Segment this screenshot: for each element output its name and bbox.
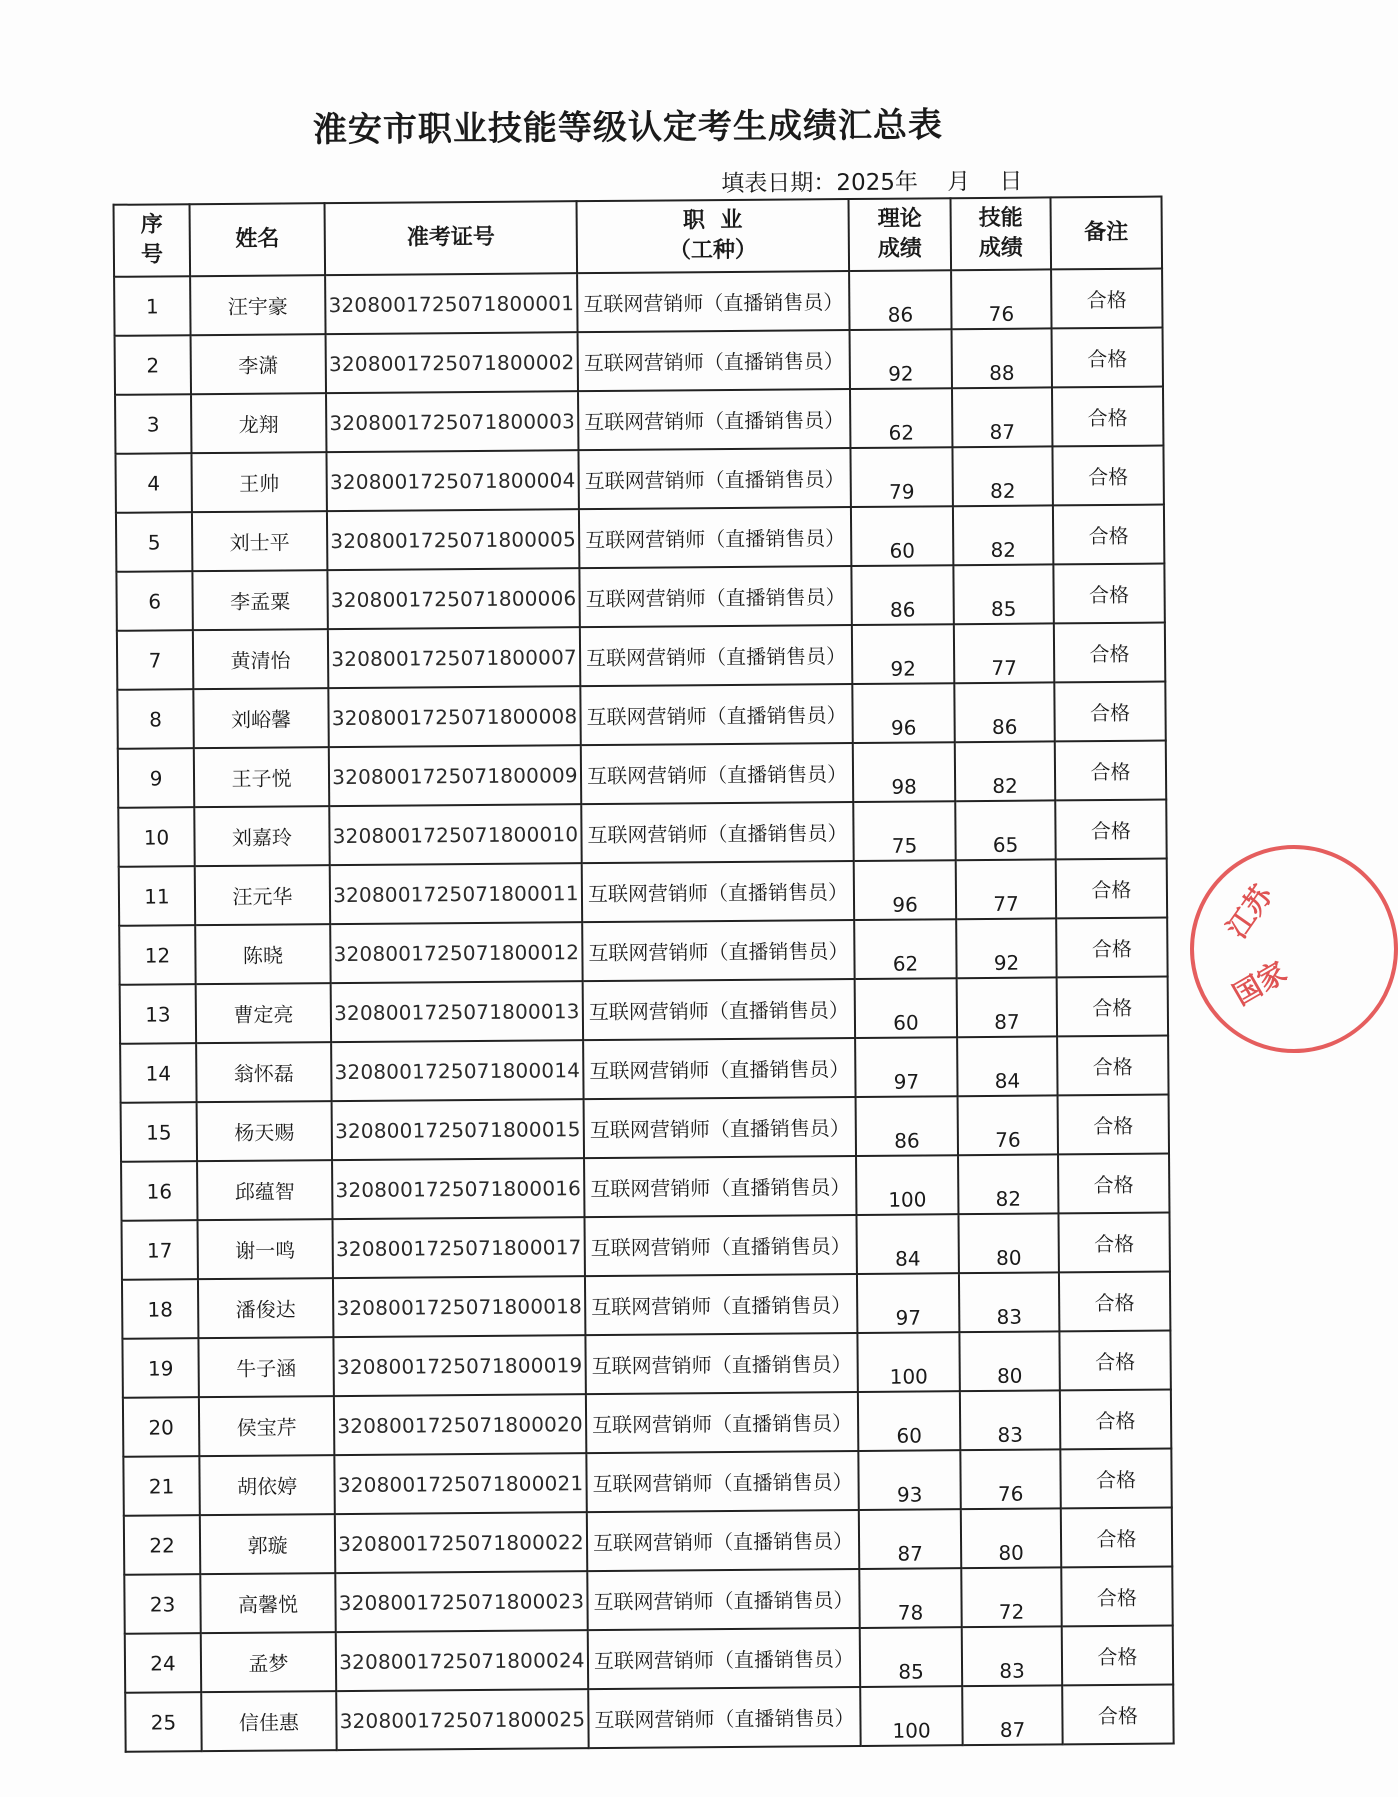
candidate-name: 牛子涵 bbox=[198, 1337, 333, 1397]
exam-ticket-number: 3208001725071800009 bbox=[329, 745, 581, 806]
table-row bbox=[121, 1154, 1169, 1221]
skill-score: 92 bbox=[956, 918, 1056, 978]
row-number: 24 bbox=[125, 1633, 201, 1693]
table-row bbox=[121, 1095, 1169, 1162]
theory-score: 75 bbox=[853, 801, 955, 861]
theory-score: 84 bbox=[856, 1214, 958, 1274]
candidate-name: 胡依婷 bbox=[199, 1455, 334, 1515]
table-row bbox=[115, 387, 1163, 454]
exam-ticket-number: 3208001725071800015 bbox=[332, 1099, 584, 1160]
skill-score: 84 bbox=[957, 1036, 1057, 1096]
header-name: 姓名 bbox=[190, 203, 326, 276]
table-row bbox=[125, 1685, 1173, 1752]
remark: 合格 bbox=[1053, 505, 1164, 565]
exam-ticket-number: 3208001725071800012 bbox=[330, 922, 582, 983]
occupation: 互联网营销师（直播销售员） bbox=[587, 1510, 859, 1571]
candidate-name: 龙翔 bbox=[191, 393, 326, 453]
official-seal bbox=[1190, 845, 1398, 1053]
theory-score: 86 bbox=[851, 565, 953, 625]
skill-score: 82 bbox=[953, 505, 1053, 565]
occupation: 互联网营销师（直播销售员） bbox=[583, 1038, 855, 1099]
remark: 合格 bbox=[1059, 1331, 1170, 1391]
table-row bbox=[115, 446, 1163, 513]
occupation: 互联网营销师（直播销售员） bbox=[588, 1628, 860, 1689]
occupation: 互联网营销师（直播销售员） bbox=[580, 684, 852, 745]
exam-ticket-number: 3208001725071800002 bbox=[326, 332, 578, 393]
exam-ticket-number: 3208001725071800023 bbox=[335, 1571, 587, 1632]
table-row bbox=[117, 682, 1165, 749]
table-row bbox=[114, 269, 1162, 336]
table-row bbox=[116, 505, 1164, 572]
skill-score: 77 bbox=[956, 859, 1056, 919]
occupation: 互联网营销师（直播销售员） bbox=[579, 507, 851, 568]
header-job-line1: 职 业 bbox=[682, 207, 743, 234]
candidate-name: 谢一鸣 bbox=[198, 1219, 333, 1279]
candidate-name: 刘嘉玲 bbox=[194, 806, 329, 866]
occupation: 互联网营销师（直播销售员） bbox=[581, 743, 853, 804]
skill-score: 76 bbox=[951, 269, 1051, 329]
theory-score: 98 bbox=[853, 742, 955, 802]
table-row bbox=[123, 1449, 1171, 1516]
row-number: 8 bbox=[117, 689, 193, 749]
exam-ticket-number: 3208001725071800024 bbox=[336, 1630, 588, 1691]
remark: 合格 bbox=[1058, 1095, 1169, 1155]
occupation: 互联网营销师（直播销售员） bbox=[578, 448, 850, 509]
table-row bbox=[124, 1567, 1172, 1634]
exam-ticket-number: 3208001725071800013 bbox=[331, 981, 583, 1042]
table-row bbox=[115, 328, 1163, 395]
occupation: 互联网营销师（直播销售员） bbox=[582, 861, 854, 922]
skill-score: 80 bbox=[958, 1213, 1058, 1273]
candidate-name: 黄清怡 bbox=[193, 629, 328, 689]
skill-score: 76 bbox=[958, 1095, 1058, 1155]
row-number: 6 bbox=[116, 571, 192, 631]
skill-score: 72 bbox=[961, 1567, 1061, 1627]
candidate-name: 王帅 bbox=[191, 452, 326, 512]
remark: 合格 bbox=[1057, 977, 1168, 1037]
occupation: 互联网营销师（直播销售员） bbox=[585, 1333, 857, 1394]
header-skill-line1: 技能 bbox=[978, 205, 1023, 232]
exam-ticket-number: 3208001725071800005 bbox=[327, 509, 579, 570]
row-number: 2 bbox=[115, 335, 191, 395]
remark: 合格 bbox=[1051, 269, 1162, 329]
theory-score: 97 bbox=[857, 1273, 959, 1333]
table-header-row bbox=[114, 197, 1163, 277]
row-number: 22 bbox=[124, 1515, 200, 1575]
header-theory-line2: 成绩 bbox=[877, 236, 922, 262]
exam-ticket-number: 3208001725071800004 bbox=[326, 450, 578, 511]
header-no-line2: 号 bbox=[140, 242, 164, 268]
table-row bbox=[120, 977, 1168, 1044]
skill-score: 87 bbox=[962, 1685, 1062, 1745]
theory-score: 62 bbox=[854, 919, 956, 979]
theory-score: 60 bbox=[851, 506, 953, 566]
score-table bbox=[113, 196, 1175, 1753]
exam-ticket-number: 3208001725071800006 bbox=[327, 568, 579, 629]
theory-score: 97 bbox=[855, 1037, 957, 1097]
theory-score: 92 bbox=[850, 329, 952, 389]
skill-score: 87 bbox=[957, 977, 1057, 1037]
theory-score: 86 bbox=[849, 270, 951, 330]
theory-score: 78 bbox=[859, 1568, 961, 1628]
theory-score: 86 bbox=[856, 1096, 958, 1156]
row-number: 18 bbox=[122, 1279, 198, 1339]
document-title: 淮安市职业技能等级认定考生成绩汇总表 bbox=[312, 105, 944, 151]
table-row bbox=[120, 1036, 1168, 1103]
header-note: 备注 bbox=[1050, 197, 1162, 270]
row-number: 16 bbox=[121, 1161, 197, 1221]
header-no bbox=[114, 204, 191, 277]
exam-ticket-number: 3208001725071800022 bbox=[335, 1512, 587, 1573]
occupation: 互联网营销师（直播销售员） bbox=[585, 1274, 857, 1335]
table-row bbox=[123, 1390, 1171, 1457]
table-row bbox=[118, 800, 1166, 867]
occupation: 互联网营销师（直播销售员） bbox=[584, 1156, 856, 1217]
skill-score: 80 bbox=[961, 1508, 1061, 1568]
skill-score: 77 bbox=[954, 623, 1054, 683]
exam-ticket-number: 3208001725071800003 bbox=[326, 391, 578, 452]
seal-text-1: 江苏 bbox=[1220, 879, 1280, 945]
theory-score: 100 bbox=[856, 1155, 958, 1215]
candidate-name: 潘俊达 bbox=[198, 1278, 333, 1338]
remark: 合格 bbox=[1061, 1508, 1172, 1568]
remark: 合格 bbox=[1055, 741, 1166, 801]
exam-ticket-number: 3208001725071800017 bbox=[332, 1217, 584, 1278]
exam-ticket-number: 3208001725071800019 bbox=[333, 1335, 585, 1396]
row-number: 17 bbox=[122, 1220, 198, 1280]
exam-ticket-number: 3208001725071800020 bbox=[334, 1394, 586, 1455]
row-number: 19 bbox=[122, 1338, 198, 1398]
row-number: 13 bbox=[120, 984, 196, 1044]
row-number: 5 bbox=[116, 512, 192, 572]
header-theory-line1: 理论 bbox=[877, 206, 922, 232]
theory-score: 87 bbox=[859, 1509, 961, 1569]
theory-score: 60 bbox=[855, 978, 957, 1038]
candidate-name: 翁怀磊 bbox=[196, 1042, 331, 1102]
theory-score: 92 bbox=[852, 624, 954, 684]
row-number: 23 bbox=[124, 1574, 200, 1634]
table-row bbox=[116, 564, 1164, 631]
row-number: 12 bbox=[119, 925, 195, 985]
table-row bbox=[118, 741, 1166, 808]
exam-ticket-number: 3208001725071800016 bbox=[332, 1158, 584, 1219]
row-number: 3 bbox=[115, 394, 191, 454]
table-row bbox=[119, 918, 1167, 985]
candidate-name: 汪宇豪 bbox=[190, 275, 325, 335]
skill-score: 82 bbox=[955, 741, 1055, 801]
occupation: 互联网营销师（直播销售员） bbox=[587, 1569, 859, 1630]
remark: 合格 bbox=[1059, 1272, 1170, 1332]
occupation: 互联网营销师（直播销售员） bbox=[586, 1451, 858, 1512]
theory-score: 85 bbox=[860, 1627, 962, 1687]
row-number: 1 bbox=[114, 276, 190, 336]
table-row bbox=[122, 1213, 1170, 1280]
skill-score: 83 bbox=[960, 1390, 1060, 1450]
candidate-name: 信佳惠 bbox=[201, 1691, 336, 1751]
exam-ticket-number: 3208001725071800010 bbox=[329, 804, 581, 865]
candidate-name: 陈晓 bbox=[195, 924, 330, 984]
header-job-line2: （工种） bbox=[668, 237, 757, 264]
row-number: 14 bbox=[120, 1043, 196, 1103]
remark: 合格 bbox=[1053, 564, 1164, 624]
row-number: 10 bbox=[118, 807, 194, 867]
row-number: 21 bbox=[123, 1456, 199, 1516]
candidate-name: 邱蕴智 bbox=[197, 1160, 332, 1220]
theory-score: 60 bbox=[858, 1391, 960, 1451]
skill-score: 82 bbox=[952, 446, 1052, 506]
candidate-name: 李潇 bbox=[191, 334, 326, 394]
row-number: 15 bbox=[121, 1102, 197, 1162]
theory-score: 79 bbox=[850, 447, 952, 507]
exam-ticket-number: 3208001725071800001 bbox=[325, 273, 577, 334]
occupation: 互联网营销师（直播销售员） bbox=[588, 1687, 860, 1748]
row-number: 9 bbox=[118, 748, 194, 808]
table-row bbox=[117, 623, 1165, 690]
candidate-name: 刘峪馨 bbox=[193, 688, 328, 748]
remark: 合格 bbox=[1058, 1154, 1169, 1214]
remark: 合格 bbox=[1055, 800, 1166, 860]
remark: 合格 bbox=[1056, 859, 1167, 919]
occupation: 互联网营销师（直播销售员） bbox=[584, 1097, 856, 1158]
header-theory bbox=[849, 198, 952, 271]
candidate-name: 汪元华 bbox=[195, 865, 330, 925]
candidate-name: 高馨悦 bbox=[200, 1573, 335, 1633]
table-row bbox=[119, 859, 1167, 926]
exam-ticket-number: 3208001725071800008 bbox=[328, 686, 580, 747]
occupation: 互联网营销师（直播销售员） bbox=[580, 625, 852, 686]
remark: 合格 bbox=[1052, 387, 1163, 447]
theory-score: 96 bbox=[854, 860, 956, 920]
skill-score: 83 bbox=[962, 1626, 1062, 1686]
candidate-name: 李孟粟 bbox=[192, 570, 327, 630]
occupation: 互联网营销师（直播销售员） bbox=[583, 979, 855, 1040]
skill-score: 88 bbox=[952, 328, 1052, 388]
row-number: 20 bbox=[123, 1397, 199, 1457]
candidate-name: 孟梦 bbox=[201, 1632, 336, 1692]
table-row bbox=[125, 1626, 1173, 1693]
remark: 合格 bbox=[1060, 1390, 1171, 1450]
exam-ticket-number: 3208001725071800025 bbox=[336, 1689, 588, 1750]
theory-score: 96 bbox=[852, 683, 954, 743]
table-row bbox=[122, 1331, 1170, 1398]
skill-score: 82 bbox=[958, 1154, 1058, 1214]
table-row bbox=[122, 1272, 1170, 1339]
occupation: 互联网营销师（直播销售员） bbox=[578, 330, 850, 391]
theory-score: 100 bbox=[857, 1332, 959, 1392]
exam-ticket-number: 3208001725071800018 bbox=[333, 1276, 585, 1337]
skill-score: 86 bbox=[954, 682, 1054, 742]
exam-ticket-number: 3208001725071800011 bbox=[330, 863, 582, 924]
occupation: 互联网营销师（直播销售员） bbox=[581, 802, 853, 863]
occupation: 互联网营销师（直播销售员） bbox=[586, 1392, 858, 1453]
candidate-name: 郭璇 bbox=[200, 1514, 335, 1574]
remark: 合格 bbox=[1052, 328, 1163, 388]
candidate-name: 侯宝芹 bbox=[199, 1396, 334, 1456]
occupation: 互联网营销师（直播销售员） bbox=[579, 566, 851, 627]
candidate-name: 曹定亮 bbox=[196, 983, 331, 1043]
theory-score: 100 bbox=[860, 1686, 962, 1746]
remark: 合格 bbox=[1057, 1036, 1168, 1096]
fill-date: 填表日期：2025年 月 日 bbox=[721, 168, 1023, 198]
skill-score: 80 bbox=[959, 1331, 1059, 1391]
candidate-name: 杨天赐 bbox=[197, 1101, 332, 1161]
header-no-line1: 序 bbox=[140, 212, 163, 238]
seal-text-2: 国家 bbox=[1227, 955, 1293, 1012]
row-number: 7 bbox=[117, 630, 193, 690]
remark: 合格 bbox=[1058, 1213, 1169, 1273]
candidate-name: 王子悦 bbox=[194, 747, 329, 807]
candidate-name: 刘士平 bbox=[192, 511, 327, 571]
exam-ticket-number: 3208001725071800014 bbox=[331, 1040, 583, 1101]
occupation: 互联网营销师（直播销售员） bbox=[584, 1215, 856, 1276]
header-skill bbox=[950, 197, 1051, 270]
occupation: 互联网营销师（直播销售员） bbox=[577, 271, 849, 332]
remark: 合格 bbox=[1052, 446, 1163, 506]
remark: 合格 bbox=[1061, 1567, 1172, 1627]
occupation: 互联网营销师（直播销售员） bbox=[582, 920, 854, 981]
remark: 合格 bbox=[1054, 682, 1165, 742]
row-number: 25 bbox=[125, 1692, 201, 1752]
remark: 合格 bbox=[1062, 1626, 1173, 1686]
remark: 合格 bbox=[1056, 918, 1167, 978]
score-table-body bbox=[114, 269, 1174, 1752]
row-number: 11 bbox=[119, 866, 195, 926]
skill-score: 85 bbox=[953, 564, 1053, 624]
remark: 合格 bbox=[1054, 623, 1165, 683]
remark: 合格 bbox=[1062, 1685, 1173, 1745]
skill-score: 76 bbox=[960, 1449, 1060, 1509]
header-skill-line2: 成绩 bbox=[978, 235, 1023, 262]
theory-score: 93 bbox=[858, 1450, 960, 1510]
exam-ticket-number: 3208001725071800007 bbox=[328, 627, 580, 688]
skill-score: 87 bbox=[952, 387, 1052, 447]
exam-ticket-number: 3208001725071800021 bbox=[334, 1453, 586, 1514]
remark: 合格 bbox=[1060, 1449, 1171, 1509]
skill-score: 83 bbox=[959, 1272, 1059, 1332]
header-cert: 准考证号 bbox=[325, 201, 578, 275]
table-row bbox=[124, 1508, 1172, 1575]
theory-score: 62 bbox=[850, 388, 952, 448]
row-number: 4 bbox=[115, 453, 191, 513]
occupation: 互联网营销师（直播销售员） bbox=[578, 389, 850, 450]
header-job bbox=[577, 199, 850, 273]
skill-score: 65 bbox=[955, 800, 1055, 860]
